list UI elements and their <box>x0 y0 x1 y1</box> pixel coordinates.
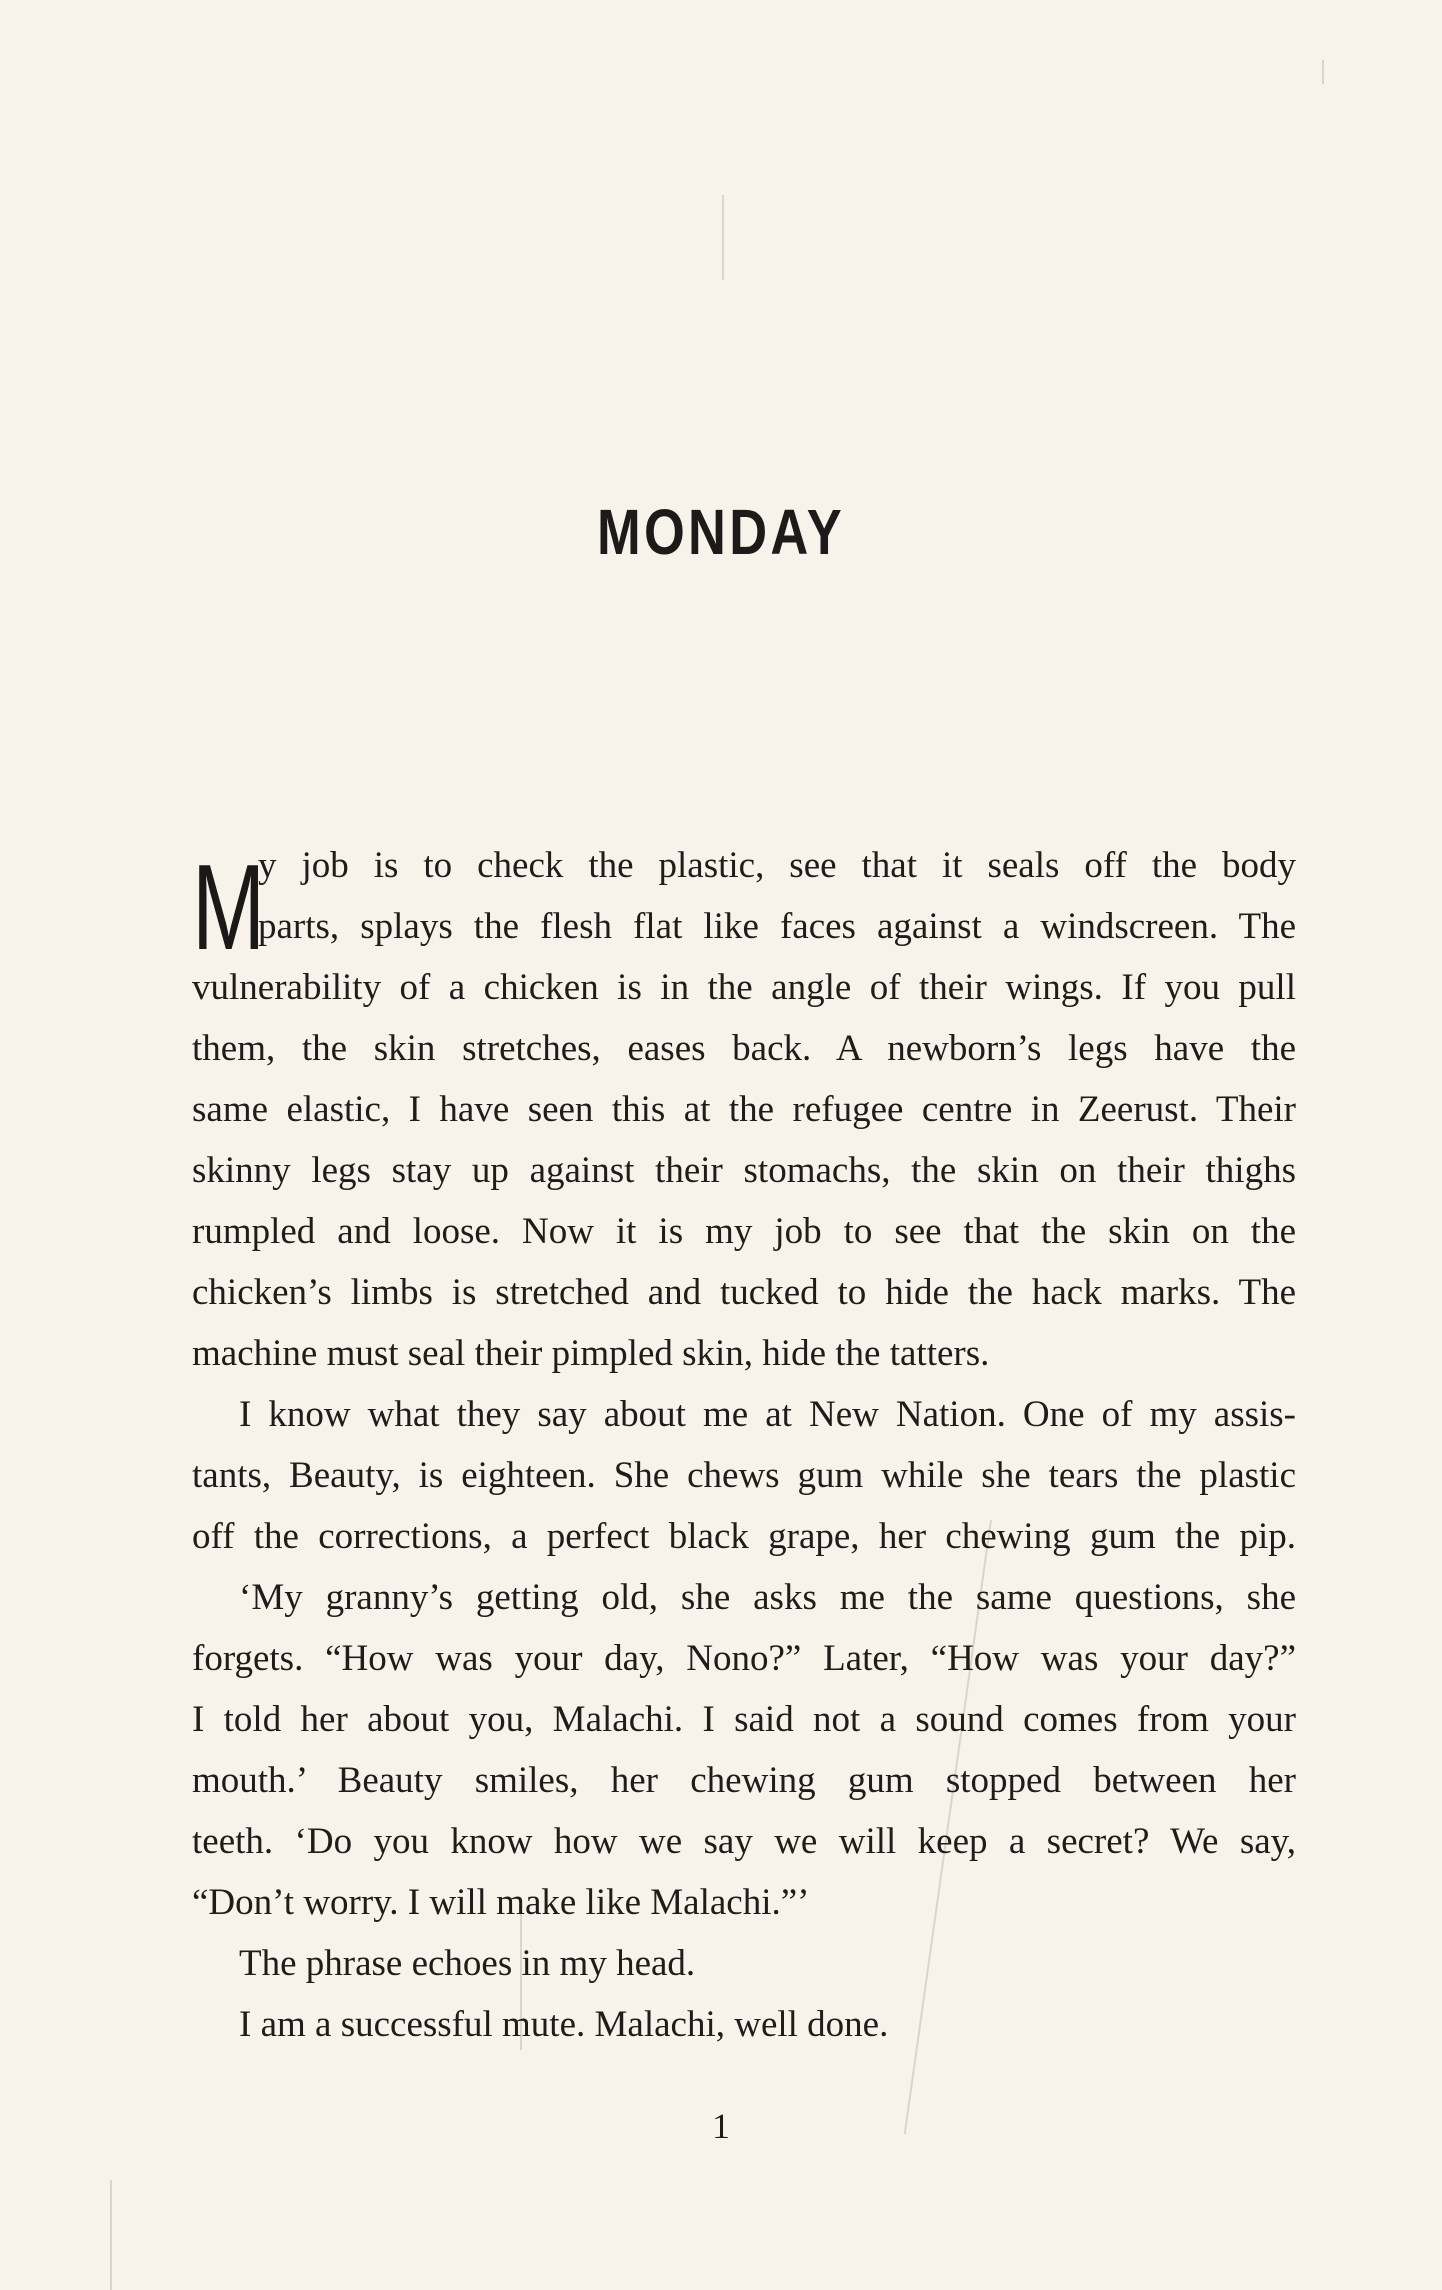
text-line: same elastic, I have seen this at the refugee centre in Zeerust. Their <box>192 1089 1296 1130</box>
chapter-title: MONDAY <box>596 496 846 568</box>
text-line: I am a successful mute. Malachi, well done. <box>239 2004 889 2045</box>
text-line: skinny legs stay up against their stomachs, the skin on their thighs <box>192 1150 1296 1191</box>
body-text <box>192 835 1296 2055</box>
drop-cap: M <box>192 839 266 975</box>
text-line: off the corrections, a perfect black grape, her chewing gum the pip. <box>192 1516 1296 1557</box>
text-line: I know what they say about me at New Nation. One of my assis- <box>239 1394 1296 1435</box>
text-line: machine must seal their pimpled skin, hide the tatters. <box>192 1333 990 1374</box>
scan-mark <box>110 2180 112 2290</box>
text-line: chicken’s limbs is stretched and tucked to hide the hack marks. The <box>192 1272 1296 1313</box>
text-line: teeth. ‘Do you know how we say we will keep a secret? We say, <box>192 1821 1296 1862</box>
scan-mark <box>722 195 724 280</box>
text-line: rumpled and loose. Now it is my job to see that the skin on the <box>192 1211 1296 1252</box>
text-line: forgets. “How was your day, Nono?” Later, “How was your day?” <box>192 1638 1296 1679</box>
page-number: 1 <box>712 2106 730 2146</box>
text-line: mouth.’ Beauty smiles, her chewing gum stopped between her <box>192 1760 1296 1801</box>
text-line: I told her about you, Malachi. I said not a sound comes from your <box>192 1699 1296 1740</box>
text-line: y job is to check the plastic, see that it seals off the body <box>258 845 1296 886</box>
text-line: parts, splays the flesh flat like faces against a windscreen. The <box>258 906 1296 947</box>
text-line: ‘My granny’s getting old, she asks me the same questions, she <box>239 1577 1296 1618</box>
text-line: The phrase echoes in my head. <box>239 1943 696 1984</box>
text-line: “Don’t worry. I will make like Malachi.”’ <box>192 1882 810 1923</box>
text-line: tants, Beauty, is eighteen. She chews gum while she tears the plastic <box>192 1455 1296 1496</box>
text-line: them, the skin stretches, eases back. A newborn’s legs have the <box>192 1028 1296 1069</box>
text-line: vulnerability of a chicken is in the angle of their wings. If you pull <box>192 967 1296 1008</box>
scan-mark <box>1322 60 1324 84</box>
